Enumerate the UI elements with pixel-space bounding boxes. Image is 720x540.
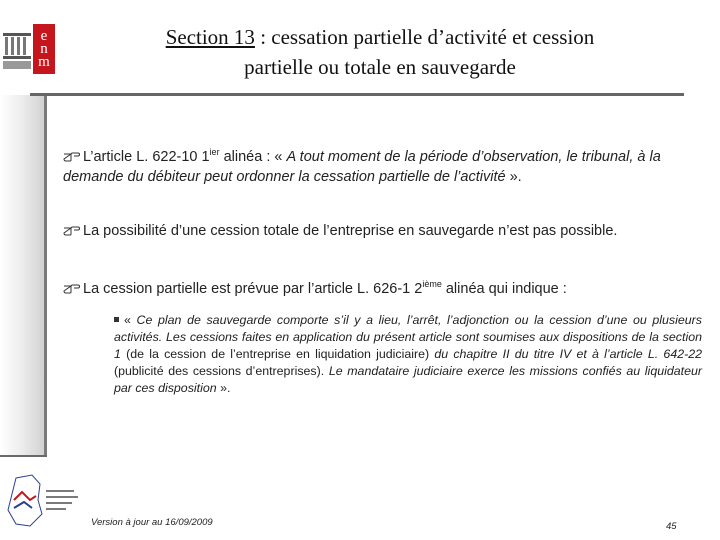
sub-open: «	[124, 313, 137, 327]
title-line-2: partielle ou totale en sauvegarde	[244, 55, 516, 79]
left-decor-edge	[44, 95, 47, 457]
columns-icon	[2, 24, 32, 74]
bullet-3-sup: ième	[422, 279, 442, 290]
left-decor-tick	[0, 455, 47, 457]
enm-logo-letters: e n m	[33, 24, 55, 74]
bullet-3-text-a: La cession partielle est prévue par l’article L. 626-1 2	[83, 281, 423, 297]
bullet-1-quote: A tout moment de la période d’observation, le tribunal, à la demande du débiteur peut ordonner la cessation partielle de l’activité	[63, 149, 661, 185]
sub-italic-3: Le mandataire judiciaire exerce les missions confiés au liquidateur par ces disposition	[114, 364, 702, 395]
title-line-1	[80, 22, 680, 52]
sub-close: ».	[216, 381, 231, 395]
sub-italic-2: du chapitre II du titre IV et à l’article L. 642-22	[434, 347, 703, 361]
bullet-1-sup: ier	[209, 147, 220, 158]
title-rule	[30, 93, 684, 96]
ministry-seal-logo	[2, 470, 82, 532]
sub-normal-1: (de la cession de l’entreprise en liquidation judiciaire)	[120, 347, 435, 361]
bullet-3	[63, 279, 703, 299]
square-bullet-icon	[114, 317, 119, 322]
slide-title	[80, 22, 680, 82]
footer-version: Version à jour au 16/09/2009	[91, 517, 213, 528]
bullet-1-tail: ».	[505, 169, 522, 185]
sub-bullet-quote	[114, 312, 702, 397]
title-section: Section 13	[165, 25, 255, 49]
bullet-1-text-b: alinéa : «	[219, 149, 287, 165]
pointing-hand-icon	[63, 284, 80, 294]
bullet-3-text-b: alinéa qui indique :	[441, 281, 567, 297]
sub-normal-2: (publicité des cessions d’entreprises).	[114, 364, 329, 378]
pointing-hand-icon	[63, 152, 80, 162]
left-decor-bar	[0, 95, 46, 455]
bullet-2-text: La possibilité d’une cession totale de l’entreprise en sauvegarde n’est pas possible.	[83, 223, 618, 239]
bullet-1	[63, 147, 703, 187]
sub-italic-1: Ce plan de sauvegarde comporte s’il y a lieu, l’arrêt, l’adjonction ou la cession d’une ou plusieurs activités. Les cessions faites en application du présent article sont soumises aux dispositions de la section 1	[114, 313, 702, 361]
pointing-hand-icon	[63, 226, 80, 236]
title-rest: : cessation partielle d’activité et cession	[254, 25, 595, 49]
bullet-1-text-a: L’article L. 622-10 1	[83, 149, 210, 165]
enm-logo	[2, 24, 56, 74]
bullet-2	[63, 221, 703, 241]
footer-page-number: 45	[666, 521, 677, 532]
